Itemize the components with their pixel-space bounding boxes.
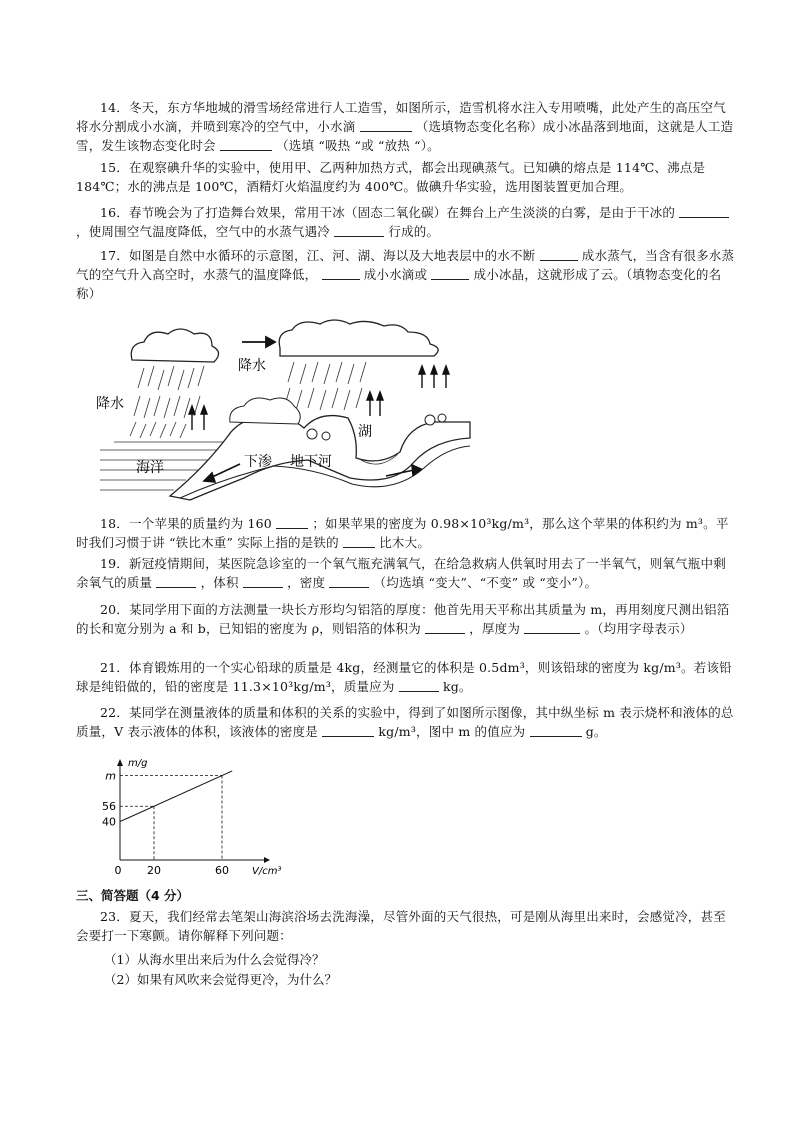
- q17-text-c: 成小水滴或: [363, 267, 428, 282]
- q19-text-b: ，体积: [200, 575, 239, 590]
- series-line: [120, 771, 232, 822]
- q17-blank-2[interactable]: [322, 267, 360, 280]
- x-axis-label: V/cm³: [252, 866, 282, 877]
- question-21: [76, 658, 736, 696]
- y-tick-label: 40: [102, 815, 116, 829]
- q16-text-b: ，使周围空气温度降低，空气中的水蒸气遇冷: [76, 224, 331, 239]
- q20-text-a: 20．某同学用下面的方法测量一块长方形均匀铝箔的厚度：他首先用天平称出其质量为 m，再用刻度尺测出铝箔的长和宽分别为 a 和 b，已知铝的密度为 ρ，则铝箔的体积为: [76, 602, 730, 636]
- q18-text-b: ；如果苹果的密度为 0.98×10³kg/m³，那么这个苹果的体积约为 m³。平时我们习惯于讲 “铁比木重” 实际上指的是铁的: [76, 516, 729, 550]
- section-3-title: 三、简答题（4 分）: [76, 888, 190, 903]
- q19-blank-3[interactable]: [329, 575, 369, 588]
- q22-text-c: g。: [585, 724, 607, 739]
- x-tick-label: 60: [215, 864, 229, 877]
- q16-text-c: 行成的。: [388, 224, 440, 239]
- q20-text-c: 。（均用字母表示）: [584, 621, 693, 636]
- y-tick-label: m: [105, 769, 116, 783]
- right-rain: [284, 362, 366, 410]
- q14-text-a: 14．冬天，东方华地城的滑雪场经常进行人工造雪，如图所示，造雪机将水注入专用喷嘴，此处产生的高压空气将水分割成小水滴，并喷到寒冷的空气中，小水滴: [76, 100, 726, 134]
- seep-label: 下渗: [244, 454, 272, 470]
- left-rain: [130, 366, 204, 438]
- q17-blank-1[interactable]: [540, 248, 578, 261]
- q22-blank-1[interactable]: [322, 724, 374, 737]
- question-16: [76, 203, 736, 241]
- q18-blank-1[interactable]: [276, 516, 308, 529]
- chart-series: [120, 771, 232, 822]
- q19-blank-2[interactable]: [243, 575, 283, 588]
- q14-blank-2[interactable]: [220, 138, 272, 151]
- question-19: [76, 554, 736, 592]
- q19-text-c: ，密度: [287, 575, 326, 590]
- q20-blank-2[interactable]: [524, 621, 580, 634]
- q18-text-a: 18．一个苹果的质量约为 160: [100, 516, 272, 531]
- question-15: [76, 158, 736, 196]
- underground-river-label: 地下河: [290, 454, 332, 470]
- question-14: [76, 98, 736, 155]
- q22-text-a: 22．某同学在测量液体的质量和体积的关系的实验中，得到了如图所示图像，其中纵坐标 m 表示烧杯和液体的总质量，V 表示液体的体积，该液体的密度是: [76, 705, 734, 739]
- rain-label-left: 降水: [96, 396, 124, 412]
- right-cloud: [279, 320, 438, 356]
- chart-guide-lines: [120, 776, 222, 860]
- q16-blank-2[interactable]: [334, 224, 384, 237]
- q21-text-a: 21．体育锻炼用的一个实心铅球的质量是 4kg，经测量它的体积是 0.5dm³，则该铅球的密度为 kg/m³。若该铅球是纯铅做的，铅的密度是 11.3×10³kg/m³，质量应为: [76, 660, 732, 694]
- q16-blank-1[interactable]: [679, 205, 729, 218]
- x-tick-label: 0: [114, 864, 122, 877]
- chart-tick-labels: [102, 770, 229, 877]
- q19-blank-1[interactable]: [156, 575, 196, 588]
- water-cycle-diagram: [94, 318, 470, 500]
- q22-blank-2[interactable]: [530, 724, 582, 737]
- q22-text-b: kg/m³，图中 m 的值应为: [378, 724, 526, 739]
- rain-label-right: 降水: [238, 358, 266, 374]
- q18-blank-2[interactable]: [343, 535, 375, 548]
- x-tick-label: 20: [147, 864, 161, 877]
- q16-text-a: 16．春节晚会为了打造舞台效果，常用干冰（固态二氧化碳）在舞台上产生淡淡的白雾，是由于干冰的: [100, 205, 676, 220]
- question-18: [76, 514, 736, 552]
- q14-text-b: （选填物态变化名称）成小冰晶落到地面，这就是人工造雪，发生该物态变化时会: [76, 119, 734, 153]
- cloud-drift-arrow: [242, 337, 275, 347]
- q19-text-d: （均选填 “变大”、“不变” 或 “变小”）。: [373, 575, 598, 590]
- q17-blank-3[interactable]: [431, 267, 469, 280]
- q17-text-d: 成小冰晶，这就形成了云。（填物态变化的名称）: [76, 267, 722, 301]
- q23-sub-2: （2）如果有风吹来会觉得更冷，为什么？: [104, 972, 337, 987]
- q14-blank-1[interactable]: [360, 119, 412, 132]
- question-20: [76, 600, 736, 638]
- left-cloud: [131, 329, 218, 362]
- q20-blank-1[interactable]: [425, 621, 465, 634]
- q21-text-b: kg。: [442, 679, 472, 694]
- q17-text-b: 成水蒸气，当含有很多水蒸气的空气升入高空时，水蒸气的温度降低，: [76, 248, 735, 282]
- q17-text-a: 17．如图是自然中水循环的示意图，江、河、湖、海以及大地表层中的水不断: [100, 248, 536, 263]
- q23-text: 23．夏天，我们经常去笔架山海滨浴场去洗海澡，尽管外面的天气很热，可是刚从海里出来时，会感觉冷，甚至会要打一下寒颤。请你解释下列问题：: [76, 909, 726, 943]
- question-23: [76, 907, 736, 945]
- q15-text: 15．在观察碘升华的实验中，使用甲、乙两种加热方式，都会出现碘蒸气。已知碘的熔点是 114℃、沸点是 184℃；水的沸点是 100℃，酒精灯火焰温度约为 400℃。做碘升华实验，选用图装置更加合理。: [76, 160, 706, 194]
- ocean-label: 海洋: [136, 460, 164, 476]
- mass-volume-chart: [94, 756, 282, 880]
- q21-blank-1[interactable]: [399, 679, 439, 692]
- y-axis-arrow: [117, 759, 123, 766]
- question-17: [76, 246, 736, 303]
- lake-label: 湖: [358, 424, 372, 440]
- q20-text-b: ，厚度为: [469, 621, 521, 636]
- y-tick-label: 56: [102, 800, 116, 814]
- q23-sub-1: （1）从海水里出来后为什么会觉得冷？: [104, 952, 325, 967]
- q19-text-a: 19．新冠疫情期间，某医院急诊室的一个氧气瓶充满氧气，在给急救病人供氧时用去了一半氧气，则氧气瓶中剩余氧气的质量: [76, 556, 726, 590]
- y-axis-label: m/g: [128, 758, 148, 769]
- q14-text-c: （选填 “吸热 “或 “放热 “）。: [276, 138, 440, 153]
- q18-text-c: 比木大。: [379, 535, 431, 550]
- x-axis-arrow: [264, 857, 270, 863]
- question-22: [76, 703, 736, 741]
